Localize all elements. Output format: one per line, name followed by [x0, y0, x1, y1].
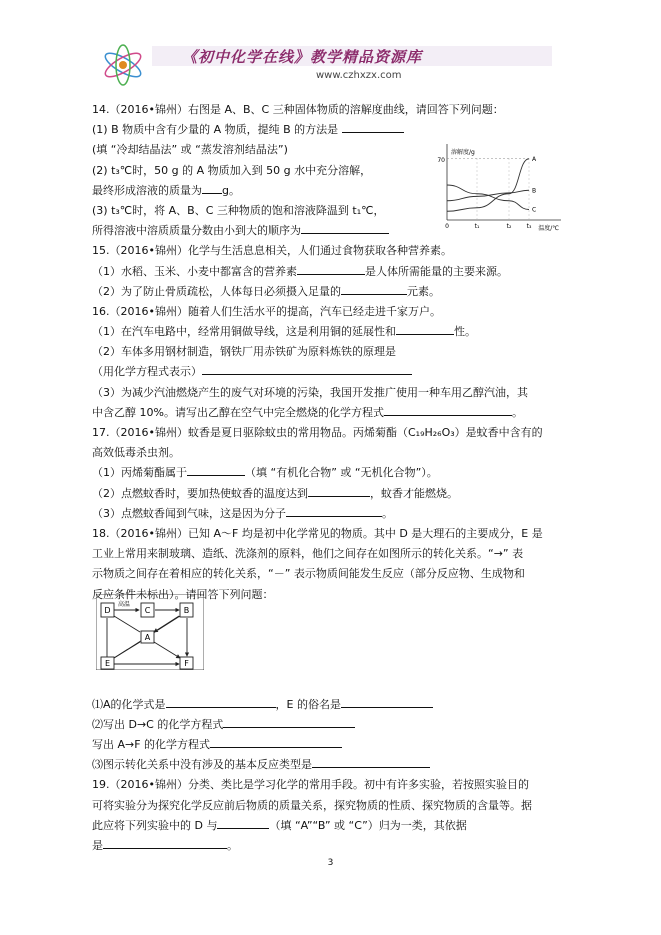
- q18-part1: ⑴A的化学式是 ，E 的俗名是: [92, 695, 572, 715]
- q17-stem-b: 高效低毒杀虫剂。: [92, 446, 180, 460]
- q15-part2: （2）为了防止骨质疏松，人体每日必须摄入足量的 元素。: [92, 284, 440, 298]
- q17-part1: （1）丙烯菊酯属于 （填 “有机化合物” 或 “无机化合物”）。: [92, 466, 438, 480]
- x-axis-label: 温度/℃: [538, 225, 559, 232]
- x-tick-label: 0: [445, 223, 449, 230]
- node-e: E: [104, 659, 111, 668]
- q18-stem: 18.（2016•锦州）已知 A～F 均是初中化学常见的物质。其中 D 是大理石的主要成分，E 是: [92, 526, 543, 540]
- answer-blank[interactable]: [341, 696, 433, 708]
- answer-blank[interactable]: [210, 736, 342, 748]
- q15-part1: （1）水稻、玉米、小麦中都富含的营养素 是人体所需能量的主要来源。: [92, 264, 508, 278]
- q16-part1: （1）在汽车电路中，经常用铜做导线，这是利用铜的延展性和 性。: [92, 325, 476, 339]
- answer-blank[interactable]: [286, 505, 382, 517]
- q19-stem-b: 可将实验分为探究化学反应前后物质的质量关系，探究物质的性质、探究物质的含量等。据: [92, 798, 532, 812]
- q18-stem-c: 示物质之间存在着相应的转化关系，“－” 表示物质间能发生反应（部分反应物、生成物和: [92, 567, 525, 581]
- q18-part3: ⑶图示转化关系中没有涉及的基本反应类型是: [92, 755, 572, 775]
- diagram-space: [92, 605, 572, 695]
- q16-part2b: （用化学方程式表示）: [92, 362, 572, 382]
- series-label-a: A: [532, 155, 537, 163]
- site-url: www.czhxzx.com: [316, 70, 402, 81]
- series-label-c: C: [532, 206, 537, 214]
- answer-blank[interactable]: [341, 283, 407, 295]
- answer-blank[interactable]: [103, 837, 227, 849]
- y-axis-label: 溶解度/g: [451, 149, 475, 156]
- atom-logo-icon: [100, 42, 146, 88]
- edge-label-gaowen: 高温: [118, 601, 131, 608]
- node-a: A: [144, 633, 151, 642]
- page-number: 3: [327, 858, 334, 868]
- q18-stem-b: 工业上常用来制玻璃、造纸、洗涤剂的原料，他们之间存在如图所示的转化关系。“→” 表: [92, 547, 524, 561]
- q16-part3: （3）为减少汽油燃烧产生的废气对环境的污染，我国开发推广使用一种车用乙醇汽油，其: [92, 385, 528, 399]
- q16-part2: （2）车体多用钢材制造，钢铁厂用赤铁矿为原料炼铁的原理是: [92, 345, 396, 359]
- answer-blank[interactable]: [396, 323, 454, 335]
- answer-blank[interactable]: [384, 404, 512, 416]
- q19-stem-c: 此应将下列实验中的 D 与 （填 “A”“B” 或 “C”）归为一类，其依据: [92, 818, 467, 832]
- answer-blank[interactable]: [297, 263, 365, 275]
- answer-blank[interactable]: [187, 464, 245, 476]
- q17-stem: 17.（2016•锦州）蚊香是夏日驱除蚊虫的常用物品。丙烯菊酯（C₁₉H₂₆O₃）是蚊香中含有的: [92, 426, 543, 439]
- q16-stem: 16.（2016•锦州）随着人们生活水平的提高，汽车已经走进千家万户。: [92, 304, 441, 318]
- node-d: D: [104, 606, 111, 615]
- q19-stem: 19.（2016•锦州）分类、类比是学习化学的常用手段。初中有许多实验，若按照实验目的: [92, 778, 529, 792]
- page-header: [100, 42, 580, 88]
- answer-blank[interactable]: [217, 817, 269, 829]
- q14-part1-hint: (填 “冷却结晶法” 或 “蒸发溶剂结晶法”): [92, 143, 288, 157]
- answer-blank[interactable]: [301, 222, 389, 234]
- q14-part2b: 最终形成溶液的质量为 g。: [92, 183, 240, 197]
- node-f: F: [184, 659, 189, 668]
- answer-blank[interactable]: [202, 363, 412, 375]
- q15-stem: 15.（2016•锦州）化学与生活息息相关，人们通过食物获取各种营养素。: [92, 244, 452, 258]
- question-content: [92, 100, 572, 856]
- node-c: C: [144, 606, 151, 615]
- q16-part3b: 中含乙醇 10%。请写出乙醇在空气中完全燃烧的化学方程式 。: [92, 405, 523, 419]
- answer-blank[interactable]: [308, 485, 370, 497]
- answer-blank[interactable]: [223, 716, 355, 728]
- answer-blank[interactable]: [202, 182, 222, 194]
- q14-part3: (3) t₃℃时，将 A、B、C 三种物质的饱和溶液降温到 t₁℃，: [92, 203, 385, 217]
- x-tick-label: t₁: [474, 223, 480, 230]
- node-b: B: [183, 606, 190, 615]
- x-tick-label: t₃: [526, 223, 532, 230]
- brand-title: 《初中化学在线》教学精品资源库: [182, 48, 423, 66]
- series-label-b: B: [532, 187, 537, 195]
- q14-part2: (2) t₃℃时，50 g 的 A 物质加入到 50 g 水中充分溶解，: [92, 163, 372, 177]
- answer-blank[interactable]: [342, 121, 404, 133]
- q14-part1: (1) B 物质中含有少量的 A 物质，提纯 B 的方法是: [92, 120, 572, 140]
- q18-part2: ⑵写出 D→C 的化学方程式: [92, 715, 572, 735]
- x-tick-label: t₂: [506, 223, 512, 230]
- q18-stem-d: 反应条件未标出）。请回答下列问题：: [92, 587, 274, 601]
- q14-stem: 14.（2016•锦州）右图是 A、B、C 三种固体物质的溶解度曲线，请回答下列问题：: [92, 103, 504, 116]
- y-tick-label: 70: [437, 156, 445, 164]
- q14-part3b: 所得溶液中溶质质量分数由小到大的顺序为: [92, 221, 572, 241]
- answer-blank[interactable]: [166, 696, 276, 708]
- answer-blank[interactable]: [312, 756, 430, 768]
- q17-part3: （3）点燃蚊香闻到气味，这是因为分子 。: [92, 506, 393, 520]
- q18-part2b: 写出 A→F 的化学方程式: [92, 735, 572, 755]
- q19-stem-e: 是 。: [92, 839, 238, 852]
- q17-part2: （2）点燃蚊香时，要加热使蚊香的温度达到 ，蚊香才能燃烧。: [92, 486, 458, 500]
